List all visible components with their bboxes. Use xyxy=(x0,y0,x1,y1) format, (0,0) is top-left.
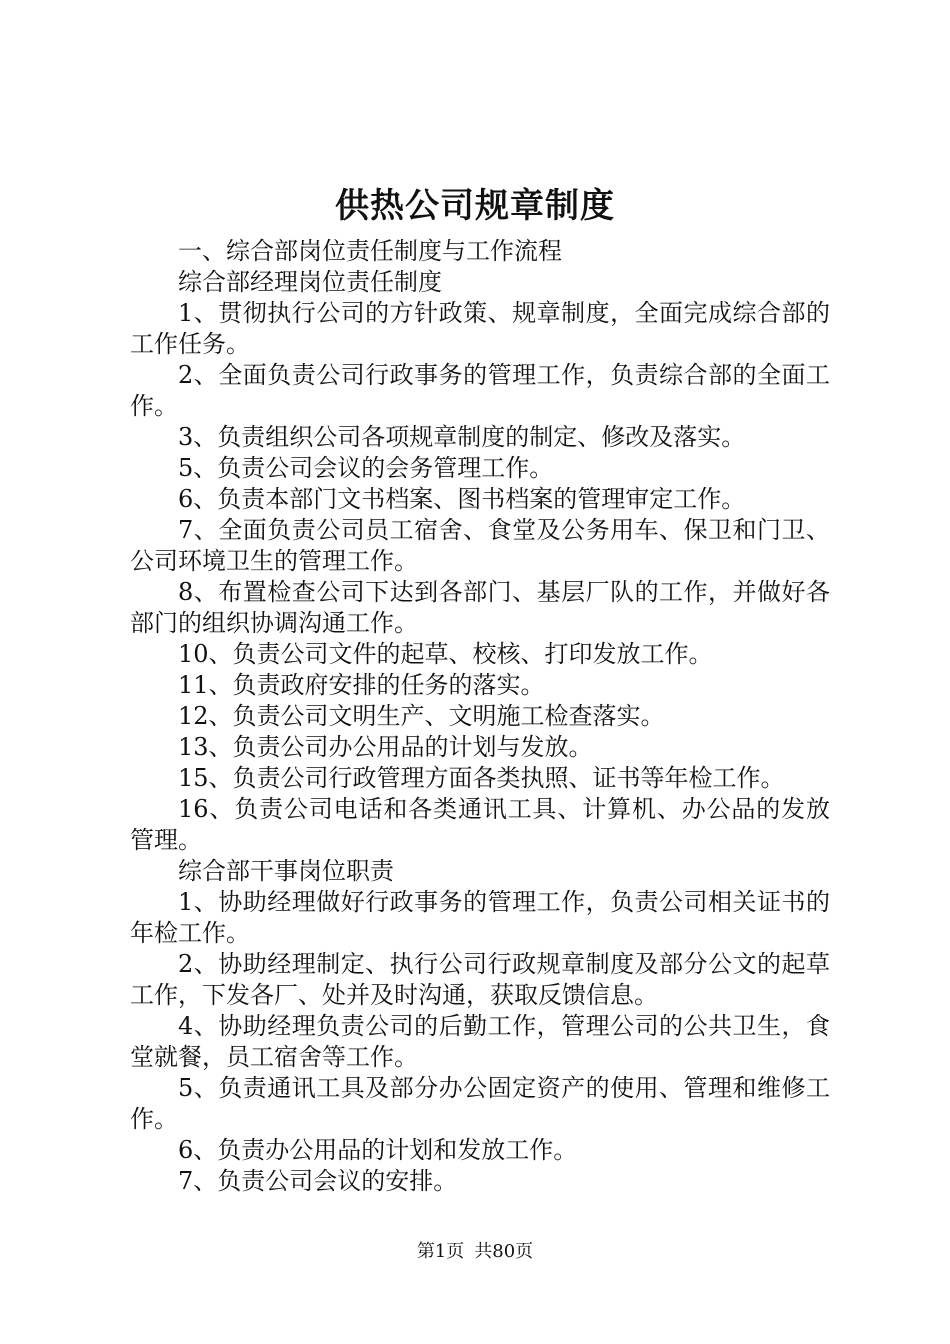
list-item: 7、负责公司会议的安排。 xyxy=(178,1167,458,1195)
list-item: 2、全面负责公司行政事务的管理工作，负责综合部的全面工作。 xyxy=(130,361,830,420)
list-item: 6、负责本部门文书档案、图书档案的管理审定工作。 xyxy=(178,485,746,513)
list-item: 10、负责公司文件的起草、校核、打印发放工作。 xyxy=(178,640,713,668)
list-item: 15、负责公司行政管理方面各类执照、证书等年检工作。 xyxy=(178,764,785,792)
subsection-heading: 综合部干事岗位职责 xyxy=(178,857,394,885)
list-item: 7、全面负责公司员工宿舍、食堂及公务用车、保卫和门卫、公司环境卫生的管理工作。 xyxy=(130,516,830,575)
list-item: 5、负责公司会议的会务管理工作。 xyxy=(178,454,554,482)
list-item: 4、协助经理负责公司的后勤工作，管理公司的公共卫生，食堂就餐，员工宿舍等工作。 xyxy=(130,1012,830,1071)
document-body xyxy=(130,236,830,1197)
page-footer xyxy=(0,1240,950,1264)
list-item: 8、布置检查公司下达到各部门、基层厂队的工作，并做好各部门的组织协调沟通工作。 xyxy=(130,578,830,637)
list-item: 5、负责通讯工具及部分办公固定资产的使用、管理和维修工作。 xyxy=(130,1074,830,1133)
section-heading: 一、综合部岗位责任制度与工作流程 xyxy=(178,237,562,265)
document-title: 供热公司规章制度 xyxy=(335,186,615,226)
list-item: 16、负责公司电话和各类通讯工具、计算机、办公品的发放管理。 xyxy=(130,795,830,854)
list-item: 1、协助经理做好行政事务的管理工作，负责公司相关证书的年检工作。 xyxy=(130,888,830,947)
page-number: 第1页 xyxy=(416,1241,465,1262)
list-item: 11、负责政府安排的任务的落实。 xyxy=(178,671,545,699)
list-item: 6、负责办公用品的计划和发放工作。 xyxy=(178,1136,578,1164)
list-item: 12、负责公司文明生产、文明施工检查落实。 xyxy=(178,702,665,730)
subsection-heading: 综合部经理岗位责任制度 xyxy=(178,268,442,296)
list-item: 3、负责组织公司各项规章制度的制定、修改及落实。 xyxy=(178,423,746,451)
list-item: 2、协助经理制定、执行公司行政规章制度及部分公文的起草工作，下发各厂、处并及时沟通，获取反馈信息。 xyxy=(130,950,830,1009)
page-total: 共80页 xyxy=(474,1241,534,1262)
list-item: 1、贯彻执行公司的方针政策、规章制度，全面完成综合部的工作任务。 xyxy=(130,299,830,358)
list-item: 13、负责公司办公用品的计划与发放。 xyxy=(178,733,593,761)
